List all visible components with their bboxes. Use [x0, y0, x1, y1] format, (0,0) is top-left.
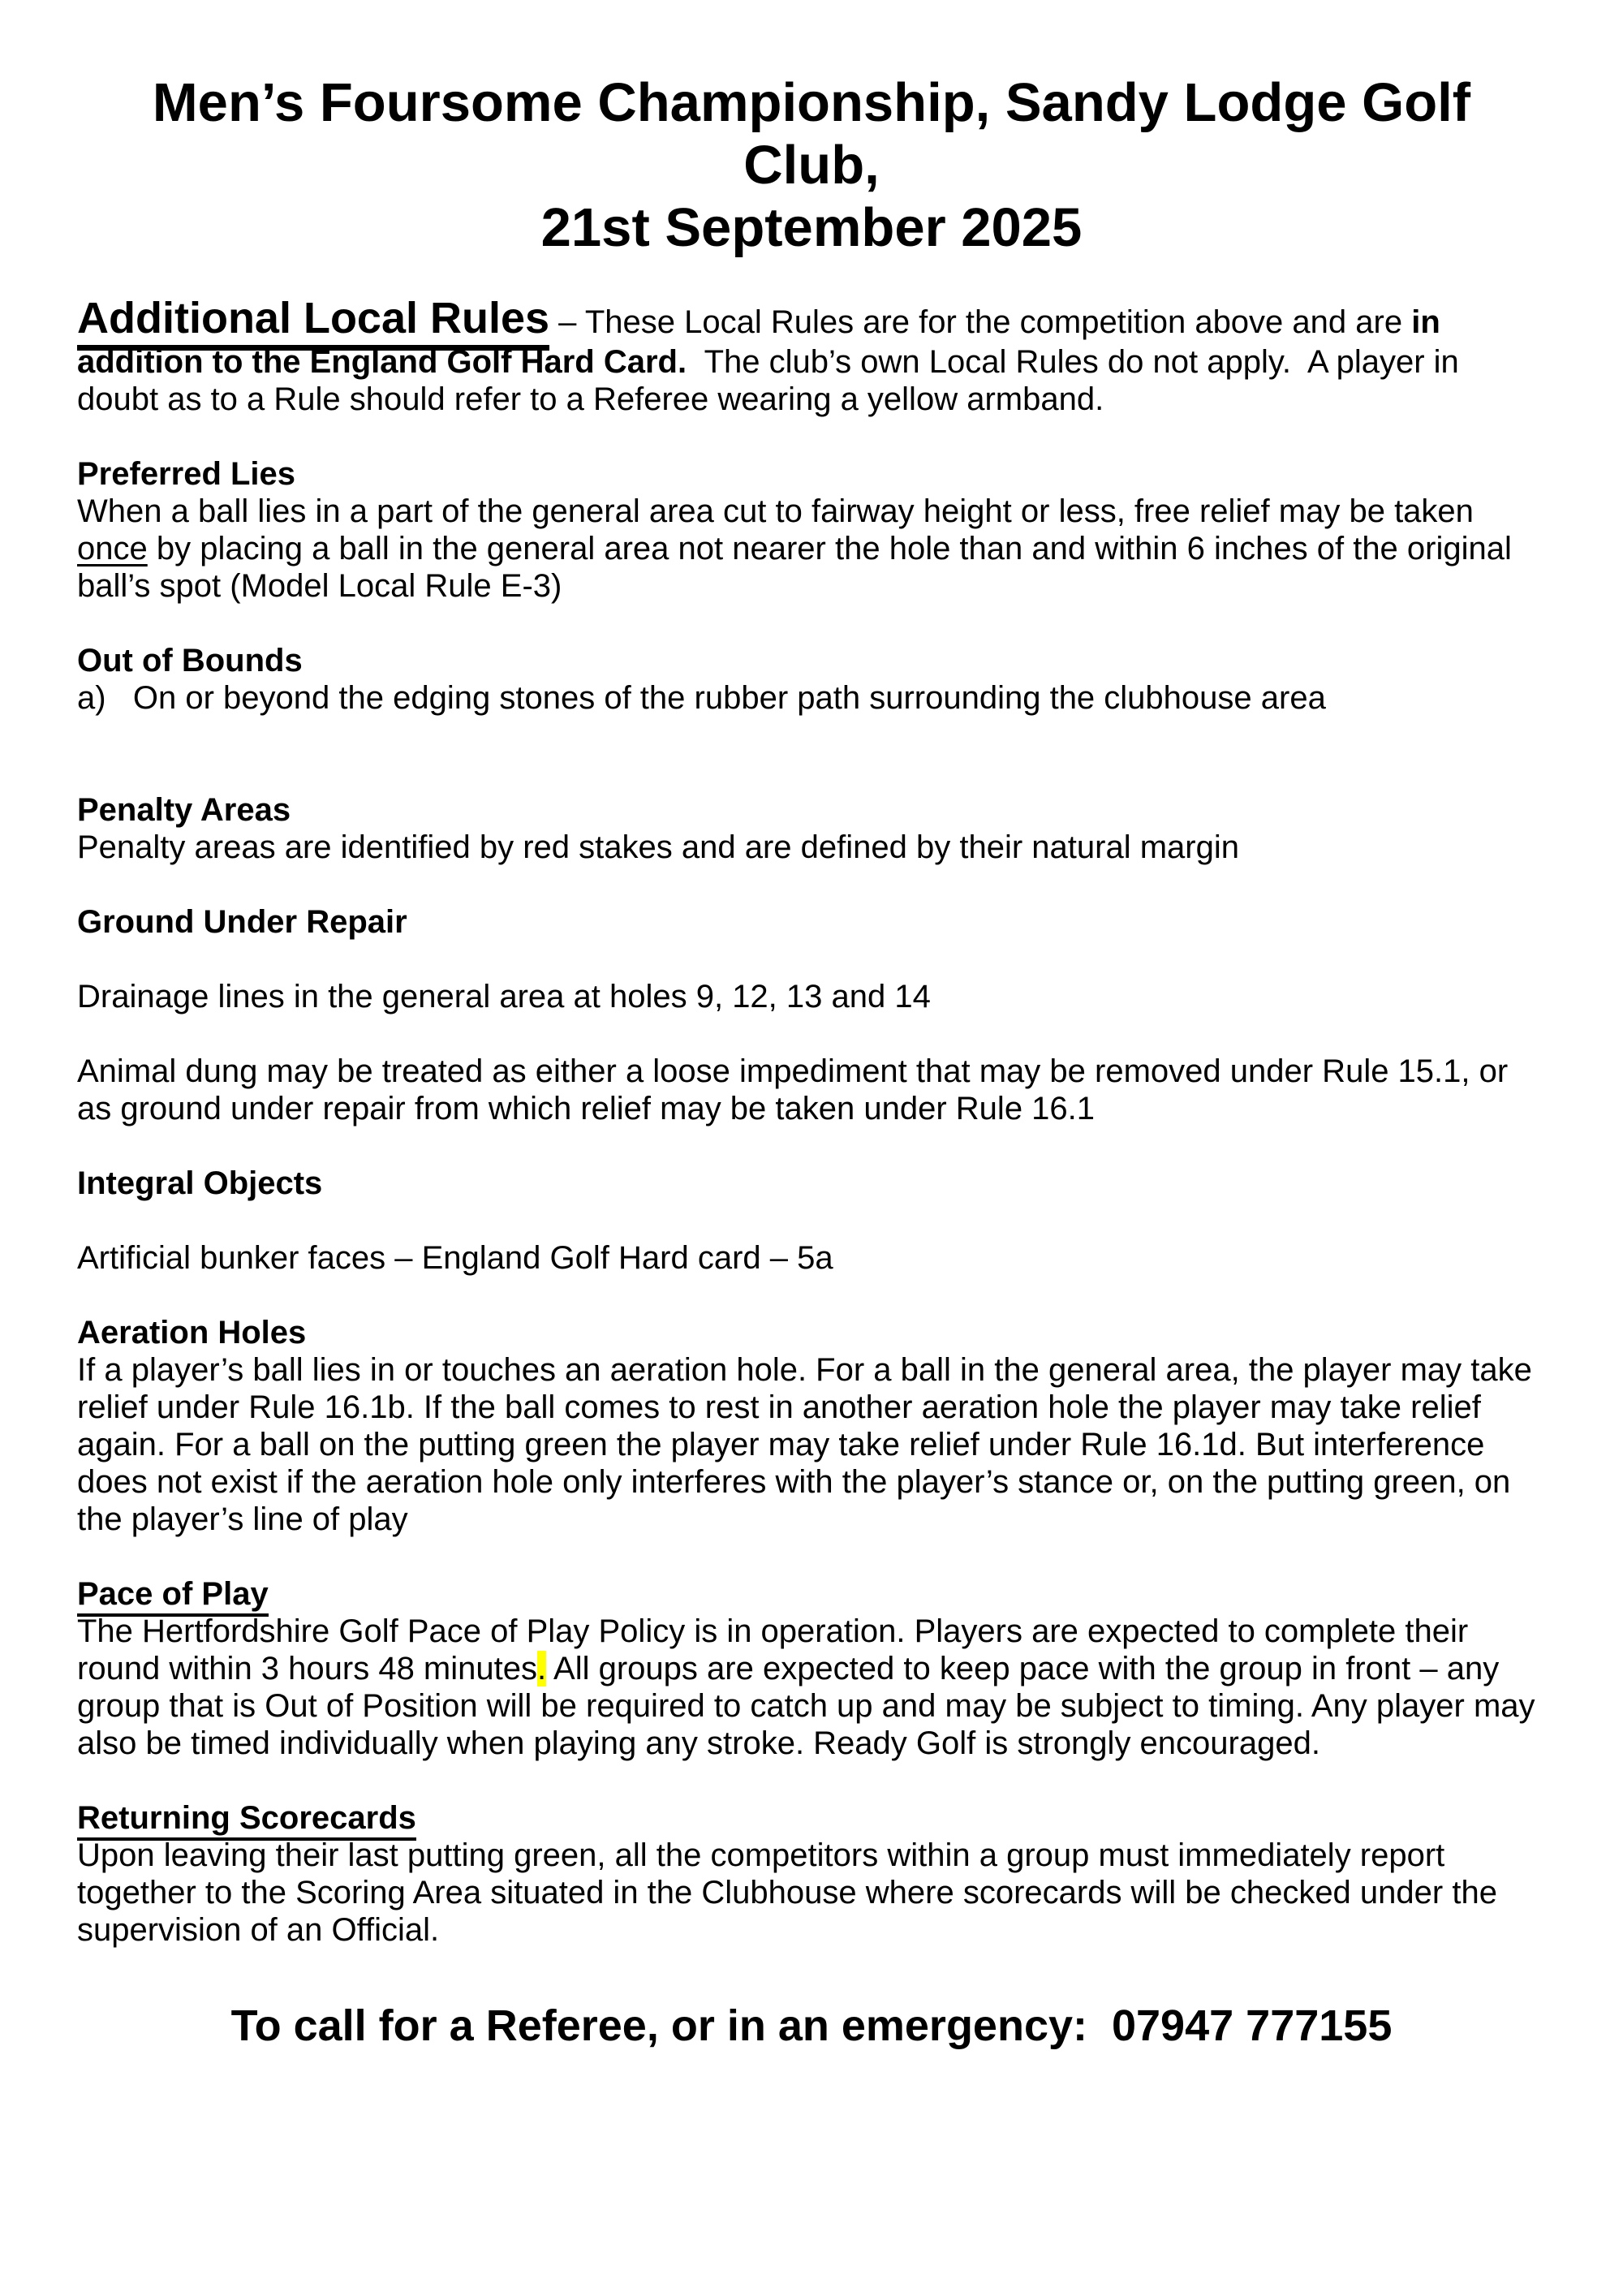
text-run: The Hertfordshire Golf Pace of Play Policy is in operation. Players are expected to complete their round within 3 hours 48 minutes — [77, 1613, 1478, 1687]
section-out-of-bounds — [77, 642, 1546, 717]
text-run: Penalty areas are identified by red stakes and are defined by their natural margin — [77, 829, 1239, 866]
section-pace-of-play — [77, 1575, 1546, 1762]
out-of-bounds-item-a — [77, 679, 1546, 717]
preferred-lies-heading: Preferred Lies — [77, 456, 296, 493]
ground-under-repair-animal-dung-text — [77, 1053, 1546, 1127]
text-run: once — [77, 531, 148, 567]
title-line-1: Men’s Foursome Championship, Sandy Lodge Golf Club, — [152, 72, 1471, 196]
ground-under-repair-drainage-text — [77, 978, 1546, 1015]
returning-scorecards-heading — [77, 1799, 1546, 1837]
text-run: The club’s own Local Rules do not apply. A player in doubt as to a Rule should refer to a Referee wearing a yellow armband. — [77, 344, 1468, 418]
pace-of-play-heading-text: Pace of Play — [77, 1576, 269, 1617]
text-run: When a ball lies in a part of the general area cut to fairway height or less, free relief may be taken — [77, 493, 1483, 530]
integral-objects-heading: Integral Objects — [77, 1165, 323, 1202]
pace-of-play-heading — [77, 1575, 1546, 1613]
preferred-lies-text — [77, 493, 1546, 605]
referee-emergency-phone-line: To call for a Referee, or in an emergency: 07947 777155 — [230, 2001, 1393, 2051]
out-of-bounds-heading: Out of Bounds — [77, 643, 303, 679]
text-run: in addition to the England Golf Hard Card. — [77, 304, 1449, 381]
section-penalty-areas — [77, 791, 1546, 866]
title-line-2: 21st September 2025 — [540, 197, 1083, 259]
text-run: Artificial bunker faces – England Golf Hard card – 5a — [77, 1240, 833, 1277]
text-run: . — [537, 1651, 547, 1687]
section-ground-under-repair — [77, 903, 1546, 1127]
section-preferred-lies — [77, 455, 1546, 605]
returning-scorecards-text — [77, 1837, 1546, 1949]
penalty-areas-text — [77, 829, 1546, 866]
integral-objects-text — [77, 1239, 1546, 1277]
text-run: a) On or beyond the edging stones of the rubber path surrounding the clubhouse area — [77, 680, 1326, 717]
section-returning-scorecards — [77, 1799, 1546, 1949]
additional-local-rules-heading: Additional Local Rules — [77, 294, 549, 351]
text-run: – These Local Rules are for the competition above and are — [549, 304, 1412, 341]
ground-under-repair-heading: Ground Under Repair — [77, 904, 407, 941]
penalty-areas-heading: Penalty Areas — [77, 792, 291, 829]
text-run: by placing a ball in the general area not nearer the hole than and within 6 inches of the original ball’s spot (Model Local Rule E-3) — [77, 531, 1522, 605]
document-title — [77, 71, 1546, 259]
intro-paragraph — [77, 293, 1546, 418]
aeration-holes-heading: Aeration Holes — [77, 1315, 307, 1351]
aeration-holes-text — [77, 1351, 1546, 1538]
section-aeration-holes — [77, 1314, 1546, 1538]
text-run: If a player’s ball lies in or touches an aeration hole. For a ball in the general area, the player may take relief under Rule 16.1b. If the ball comes to rest in another aeration hole the player may take relief again. For a ball on the putting green the player may take relief under Rule 16.1d. But interference does not exist if the aeration hole only interferes with the player’s stance or, on the putting green, on the player’s line of play — [77, 1352, 1542, 1538]
section-integral-objects — [77, 1165, 1546, 1277]
returning-scorecards-heading-text: Returning Scorecards — [77, 1800, 416, 1841]
text-run: Animal dung may be treated as either a loose impediment that may be removed under Rule 15.1, or as ground under repair from which relief may be taken under Rule 16.1 — [77, 1053, 1518, 1127]
text-run: Upon leaving their last putting green, all the competitors within a group must immediately report together to the Scoring Area situated in the Clubhouse where scorecards will be checked under the supervision of an Official. — [77, 1837, 1507, 1949]
text-run: Drainage lines in the general area at holes 9, 12, 13 and 14 — [77, 979, 931, 1015]
text-run: All groups are expected to keep pace with the group in front – any group that is Out of Position will be required to catch up and may be subject to timing. Any player may also be timed individually when playing any stroke. Ready Golf is strongly encouraged. — [77, 1651, 1544, 1762]
pace-of-play-text — [77, 1613, 1546, 1762]
